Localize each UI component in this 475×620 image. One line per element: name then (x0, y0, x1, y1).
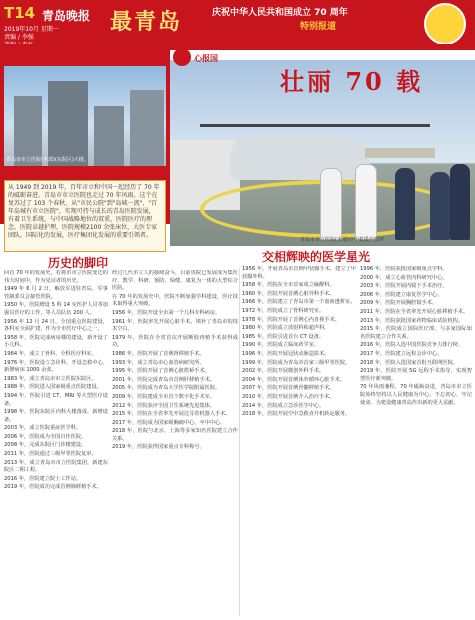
article-paragraph: 1988 年，医院进入国家级重点医院建设。 (4, 384, 102, 391)
article-paragraph: 1979 年，医院在全省首次开展断肢再植手术获得成功。 (112, 334, 238, 349)
article-paragraph: 2012 年，医院获评全国卫生系统先进集体。 (112, 402, 216, 409)
rescue-crew (430, 172, 450, 240)
article-paragraph: 2019 年，医院开展 5G 远程手术指导，实现智慧医疗新突破。 (360, 368, 472, 382)
article-paragraph: 2018 年，医院入选国家首批互联网医院。 (360, 359, 458, 366)
article-paragraph: 2019 年，医院获得国家重点专科称号。 (112, 444, 205, 451)
anniversary-line: 庆祝中华人民共和国成立 70 周年 (212, 8, 348, 18)
article-paragraph: 经过几代市立人的接续奋斗，目前该院已发展成为集医疗、教学、科研、预防、保健、康复为一体的大型综合医院。 (112, 270, 238, 292)
article-paragraph: 2018 年，医院开展空中急救直升机转运服务。 (242, 411, 351, 418)
logo-text: 心报国 (194, 54, 218, 63)
special-report-label: 特别报道 (300, 22, 337, 32)
article-paragraph: 1978 年，医院开展了首例心内直视手术。 (242, 316, 340, 323)
article-paragraph: 2013 年，医院获批国家药物临床试验机构。 (360, 317, 464, 324)
article-paragraph: 2013 年，成立青岛市市立医院集团，新建东院区二期工程。 (4, 459, 108, 474)
article-paragraph: 1956 年，医院开设全市第一个儿科专科病房。 (112, 309, 221, 316)
section-title: 最青岛 (110, 9, 183, 35)
article-paragraph: 2010 年，医院开展首例介入治疗手术。 (242, 393, 335, 400)
article-paragraph: 1958 年，医院完成病房楼的建设，新开设了小儿科。 (4, 334, 108, 349)
photo-caption: 青岛市市立医院(本部)(东院区)大楼。 (6, 157, 89, 163)
main-photo-caption: 青岛市市立医院(本部)空中救援停机坪 (300, 237, 384, 243)
article-paragraph: 2014 年，医院成立急诊医学中心。 (242, 402, 325, 409)
issue-meta: 2019年10月 星期一 责编 / 李强 (4, 26, 59, 41)
paper-name: 青岛晚报 (42, 9, 91, 23)
article-paragraph: 1950 年，医院增设 5 科 14 室医护人员等加强员医疗的工作，等人员队伍 200 人。 (4, 302, 108, 316)
article-paragraph: 2019 年，医院成功完成首例肺移植手术。 (4, 484, 102, 491)
article-paragraph: 1990 年，医院成立临床药学室。 (242, 342, 320, 349)
article-paragraph: 2016 年，医院建立院士工作站。 (4, 475, 82, 482)
page-number: T14 (4, 4, 36, 22)
article-paragraph: 1976 年，医院设立急诊科、开设急救中心、新增病床 1000 余张。 (4, 359, 108, 374)
article-paragraph: 1996 年，医院开展冠状动脉造影术。 (242, 350, 330, 357)
article-column-3 (242, 266, 356, 616)
rescue-crew (450, 164, 470, 240)
article-paragraph: 1999 年，医院成为青岛市首家三级甲等医院。 (242, 359, 351, 366)
article-paragraph: 2005 年，医院成为青岛大学医学院附属医院。 (112, 385, 221, 392)
rescue-crew (395, 168, 415, 240)
hospital-building-photo (4, 66, 166, 166)
intro-text: 从 1949 到 2019 年，百年市立和中国一起经历了 70 年的砥砺奋进，青岛市市立医院也走过 70 年风雨。这个在复苏过了 103 个春秋，从"市民公院"到"岛城一流"，"百年岛城有市立医院"，实现可持与成长的青岛医院发展，有着卫生系统，与中国战略地位的双重，医院医疗的理念、医院卓越护理，医院规模2100 余张床位，大医专家团队，国际化的发展，医疗集团化发展的重要引领者。 (8, 184, 160, 239)
heart-logo-icon (173, 48, 191, 66)
helicopter-tail (365, 148, 435, 158)
article-paragraph: 2015 年，医院成立国际医疗部，与多家国际知名医院建立合作关系。 (360, 326, 472, 340)
column-divider (239, 268, 240, 616)
article-paragraph: 1994 年，医院引进 CT、MRI 等大型医疗设备。 (4, 392, 108, 407)
article-paragraph: 1996 年，医院获批国家级重点学科。 (360, 266, 448, 272)
article-paragraph: 1958 年，医院在全市首家成立麻醉科。 (242, 282, 335, 289)
article-paragraph: 1993 年，成立青岛市心血管病研究所。 (112, 359, 205, 366)
article-paragraph: 1980 年，医院成立放射科和超声科。 (242, 325, 330, 332)
article-paragraph: 2003 年，成立医院重症医学科。 (4, 425, 82, 432)
article-paragraph: 2009 年，医院开展胸腔镜手术。 (360, 300, 438, 307)
article-paragraph: 在 70 年的发展史中，医院不断加强学科建设，医疗技术取得重大突破。 (112, 293, 238, 308)
article-paragraph: 2007 年，医院开展首例骨髓移植手术。 (242, 385, 335, 392)
helicopter-rotor (200, 124, 430, 127)
article-paragraph: 1983 年，成立青岛市市立医院东院区。 (4, 375, 97, 382)
medical-stars-title: 交相辉映的医学星光 (262, 250, 371, 264)
article-paragraph: 1966 年，医院建立了青岛市第一个血液透析室。 (242, 299, 356, 306)
article-paragraph: 2001 年，医院完成青岛市首例肝移植手术。 (112, 376, 216, 383)
article-paragraph: 70 年风雨兼程，70 年砥砺奋进，青岛市市立医院始终坚持以人民健康为中心，不忘初心，牢记使命，为建设健康青岛作出新的更大贡献。 (360, 384, 472, 406)
history-title: 历史的脚印 (48, 256, 109, 270)
article-column-1 (4, 270, 108, 615)
article-paragraph: 2003 年，医院开展内镜下手术治疗。 (360, 283, 448, 290)
article-paragraph: 1956 年 12 月 24 日，全国重点医院建设，各科室全面扩建，作为全市医疗中心之一。 (4, 318, 108, 333)
article-paragraph: 2016 年，医院入选中国医院竞争力排行榜。 (360, 342, 464, 349)
article-paragraph: 1956 年，开展青岛市首例甲状腺手术，建立了甲状腺外科。 (242, 266, 356, 280)
article-paragraph: 1985 年，医院引进首台 CT 设备。 (242, 333, 325, 340)
article-paragraph: 1961 年，医院率先开展心脏手术，填补了青岛市的技术空白。 (112, 318, 238, 333)
article-paragraph: 2000 年，成立心血管内科研究中心。 (360, 274, 448, 281)
article-paragraph: 2011 年，医院通过三级甲等医院复审。 (4, 451, 97, 458)
helicopter (230, 135, 370, 180)
main-headline: 壮丽 70 载 (280, 67, 424, 96)
article-paragraph: 回首 70 年的发展史，若将市市立医院变迁的伟大时间中，作为见证者的历史。 (4, 270, 108, 284)
medical-staff (320, 168, 342, 240)
article-paragraph: 2011 年，医院在全省率先开展心脏移植手术。 (360, 308, 469, 315)
article-paragraph: 2009 年，医院建成全市首个数字化手术室。 (112, 393, 216, 400)
article-paragraph: 2008 年，完成东院区门诊楼建设。 (4, 442, 87, 449)
article-paragraph: 2017 年，医院成为国家级胸痛中心、卒中中心。 (112, 419, 226, 426)
article-paragraph: 1998 年，医院东院区内科大楼落成，新增设备。 (4, 409, 108, 423)
article-paragraph: 2004 年，医院开展首例体外循环心脏手术。 (242, 376, 346, 383)
article-paragraph: 1964 年，成立了骨科、全科医疗科室。 (4, 350, 97, 357)
article-column-4 (360, 266, 472, 616)
article-paragraph: 2015 年，医院在全省率先开展达芬奇机器人手术。 (112, 411, 231, 418)
medical-staff (355, 164, 377, 240)
national-emblem-icon (424, 3, 466, 45)
red-strip (170, 44, 475, 50)
article-paragraph: 2006 年，医院成为全国百佳医院。 (4, 433, 87, 440)
article-paragraph: 1949 年 6 月 2 日，解放军进驻青岛，军事管制委员会接管医院。 (4, 286, 108, 300)
article-paragraph: 2018 年，医院与北京、上海等多家知名医院建立合作关系。 (112, 428, 238, 442)
article-paragraph: 2017 年，医院建立远程会诊中心。 (360, 350, 443, 357)
article-paragraph: 1986 年，医院开展了首例肾移植手术。 (112, 350, 205, 357)
article-paragraph: 1995 年，医院开展了首例心脏搭桥手术。 (112, 368, 210, 375)
article-column-2 (112, 270, 238, 615)
article-paragraph: 2002 年，医院开展微创外科手术。 (242, 368, 325, 375)
article-paragraph: 1960 年，医院开展首例心脏外科手术。 (242, 290, 335, 297)
article-paragraph: 2006 年，医院建立康复医学中心。 (360, 291, 443, 298)
article-paragraph: 1972 年，医院成立了骨科研究室。 (242, 307, 325, 314)
